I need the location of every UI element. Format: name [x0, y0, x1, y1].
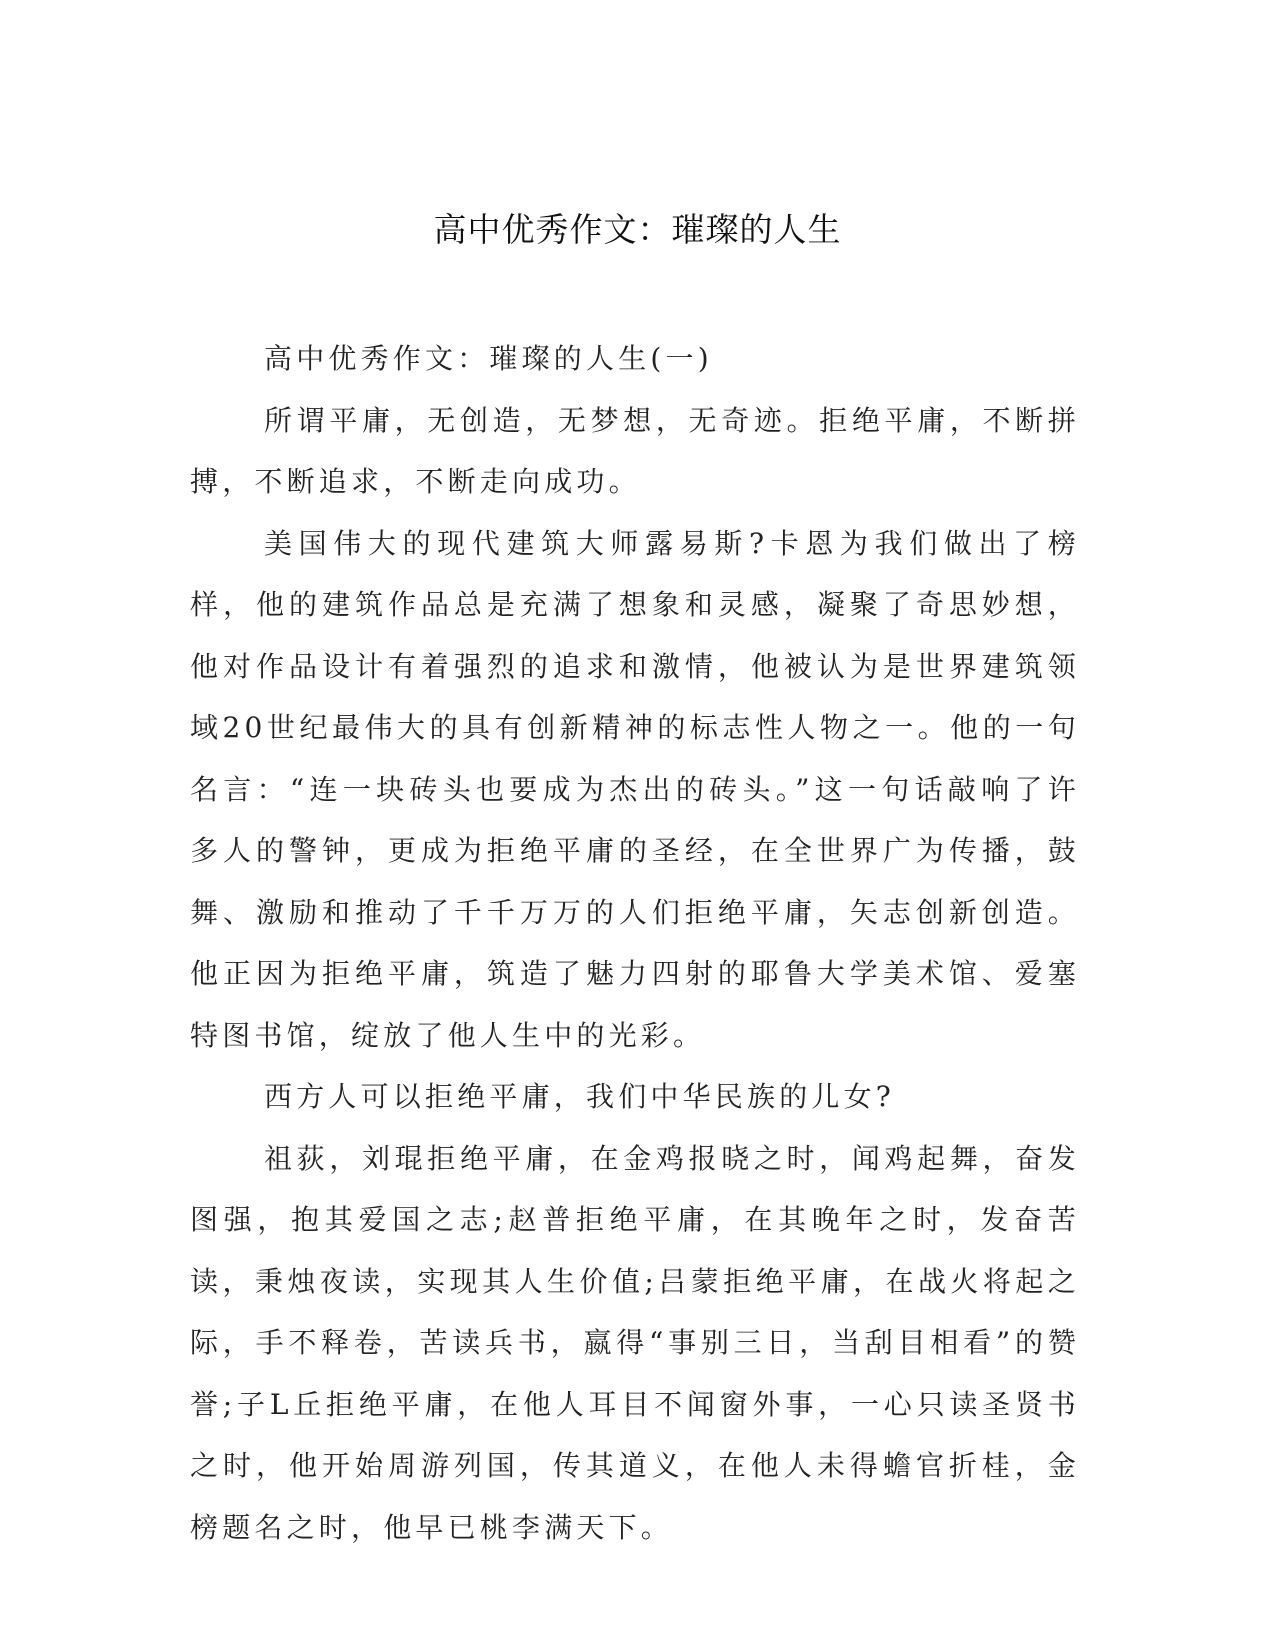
document-body — [190, 328, 1080, 1558]
paragraph-examples: 祖荻，刘琨拒绝平庸，在金鸡报晓之时，闻鸡起舞，奋发图强，抱其爱国之志;赵普拒绝平庸，在其晚年之时，发奋苦读，秉烛夜读，实现其人生价值;吕蒙拒绝平庸，在战火将起之际，手不释卷，苦读兵书，嬴得“事别三日，当刮目相看”的赞誉;子L丘拒绝平庸，在他人耳目不闻窗外事，一心只读圣贤书之时，他开始周游列国，传其道义，在他人未得蟾官折桂，金榜题名之时，他早已桃李满天下。 — [190, 1141, 1080, 1544]
subtitle-paragraph: 高中优秀作文：璀璨的人生(一) — [264, 342, 713, 375]
paragraph-question: 西方人可以拒绝平庸，我们中华民族的儿女? — [264, 1080, 896, 1113]
document-title: 高中优秀作文：璀璨的人生 — [433, 210, 842, 249]
paragraph-definition: 所谓平庸，无创造，无梦想，无奇迹。拒绝平庸，不断拼搏，不断追求，不断走向成功。 — [190, 403, 1080, 498]
paragraph-kahn: 美国伟大的现代建筑大师露易斯?卡恩为我们做出了榜样，他的建筑作品总是充满了想象和灵感，凝聚了奇思妙想，他对作品设计有着强烈的追求和激情，他被认为是世界建筑领域20世纪最伟大的具有创新精神的标志性人物之一。他的一句名言：“连一块砖头也要成为杰出的砖头。”这一句话敲响了许多人的警钟，更成为拒绝平庸的圣经，在全世界广为传播，鼓舞、激励和推动了千千万万的人们拒绝平庸，矢志创新创造。他正因为拒绝平庸，筑造了魅力四射的耶鲁大学美术馆、爱塞特图书馆，绽放了他人生中的光彩。 — [190, 526, 1080, 1052]
